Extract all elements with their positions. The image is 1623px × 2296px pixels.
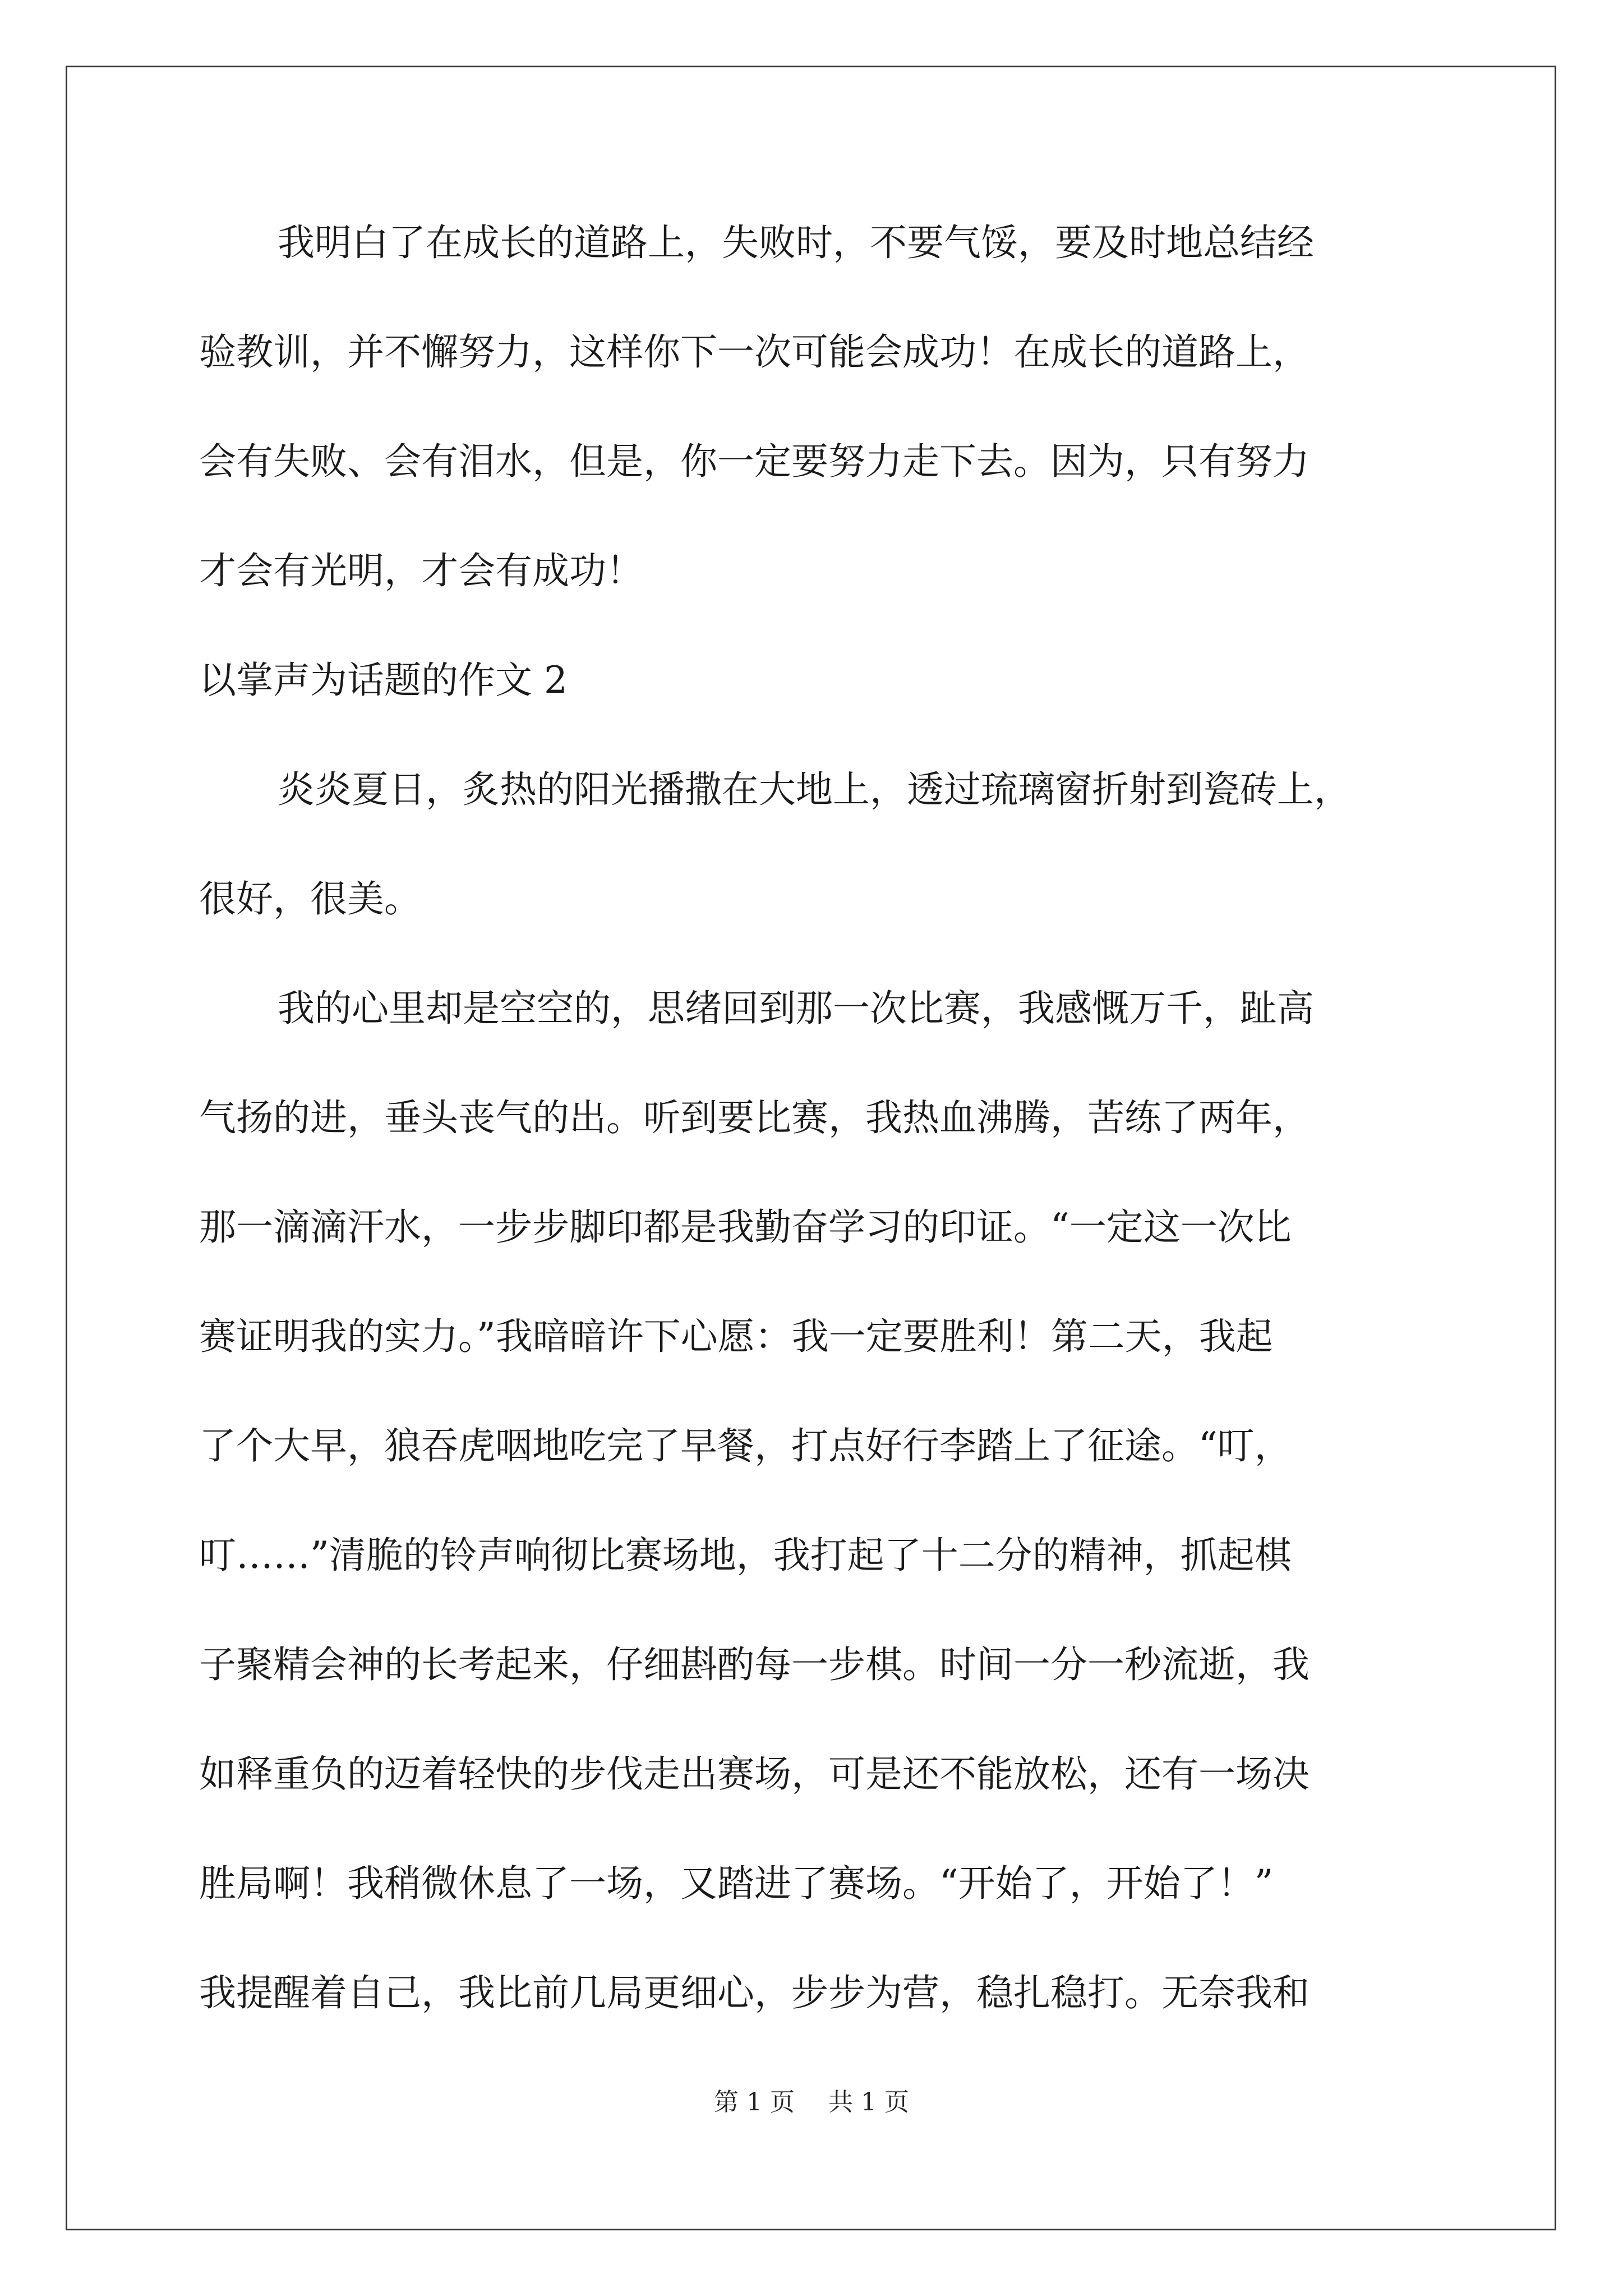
text-line: 胜局啊！我稍微休息了一场，又踏进了赛场。“开始了，开始了！” <box>199 1862 1274 1905</box>
text-line: 炎炎夏日，炙热的阳光播撒在大地上，透过琉璃窗折射到瓷砖上， <box>278 768 1351 811</box>
text-line: 我明白了在成长的道路上，失败时，不要气馁，要及时地总结经 <box>278 221 1314 264</box>
page-number: 第 1 页 <box>714 2088 795 2116</box>
document-body <box>199 213 1433 2073</box>
text-line: 才会有光明，才会有成功！ <box>199 549 643 592</box>
text-line: 如释重负的迈着轻快的步伐走出赛场，可是还不能放松，还有一场决 <box>199 1752 1310 1796</box>
text-line: 验教训，并不懈努力，这样你下一次可能会成功！在成长的道路上， <box>199 330 1310 374</box>
text-line: 很好，很美。 <box>199 877 421 921</box>
text-line: 我的心里却是空空的，思绪回到那一次比赛，我感慨万千，趾高 <box>278 987 1314 1030</box>
text-line: 子聚精会神的长考起来，仔细斟酌每一步棋。时间一分一秒流逝，我 <box>199 1643 1310 1686</box>
text-line: 赛证明我的实力。”我暗暗许下心愿：我一定要胜利！第二天，我起 <box>199 1315 1273 1358</box>
section-heading: 以掌声为话题的作文 2 <box>199 659 568 702</box>
text-line: 那一滴滴汗水，一步步脚印都是我勤奋学习的印证。“一定这一次比 <box>199 1205 1292 1249</box>
text-line: 气扬的进，垂头丧气的出。听到要比赛，我热血沸腾，苦练了两年， <box>199 1096 1310 1139</box>
text-line: 叮……”清脆的铃声响彻比赛场地，我打起了十二分的精神，抓起棋 <box>199 1534 1292 1577</box>
page-total: 共 1 页 <box>828 2088 909 2116</box>
text-line: 了个大早，狼吞虎咽地吃完了早餐，打点好行李踏上了征途。“叮， <box>199 1424 1292 1467</box>
text-line: 我提醒着自己，我比前几局更细心，步步为营，稳扎稳打。无奈我和 <box>199 1971 1310 2014</box>
page-footer <box>0 2086 1623 2119</box>
text-line: 会有失败、会有泪水，但是，你一定要努力走下去。因为，只有努力 <box>199 440 1310 483</box>
